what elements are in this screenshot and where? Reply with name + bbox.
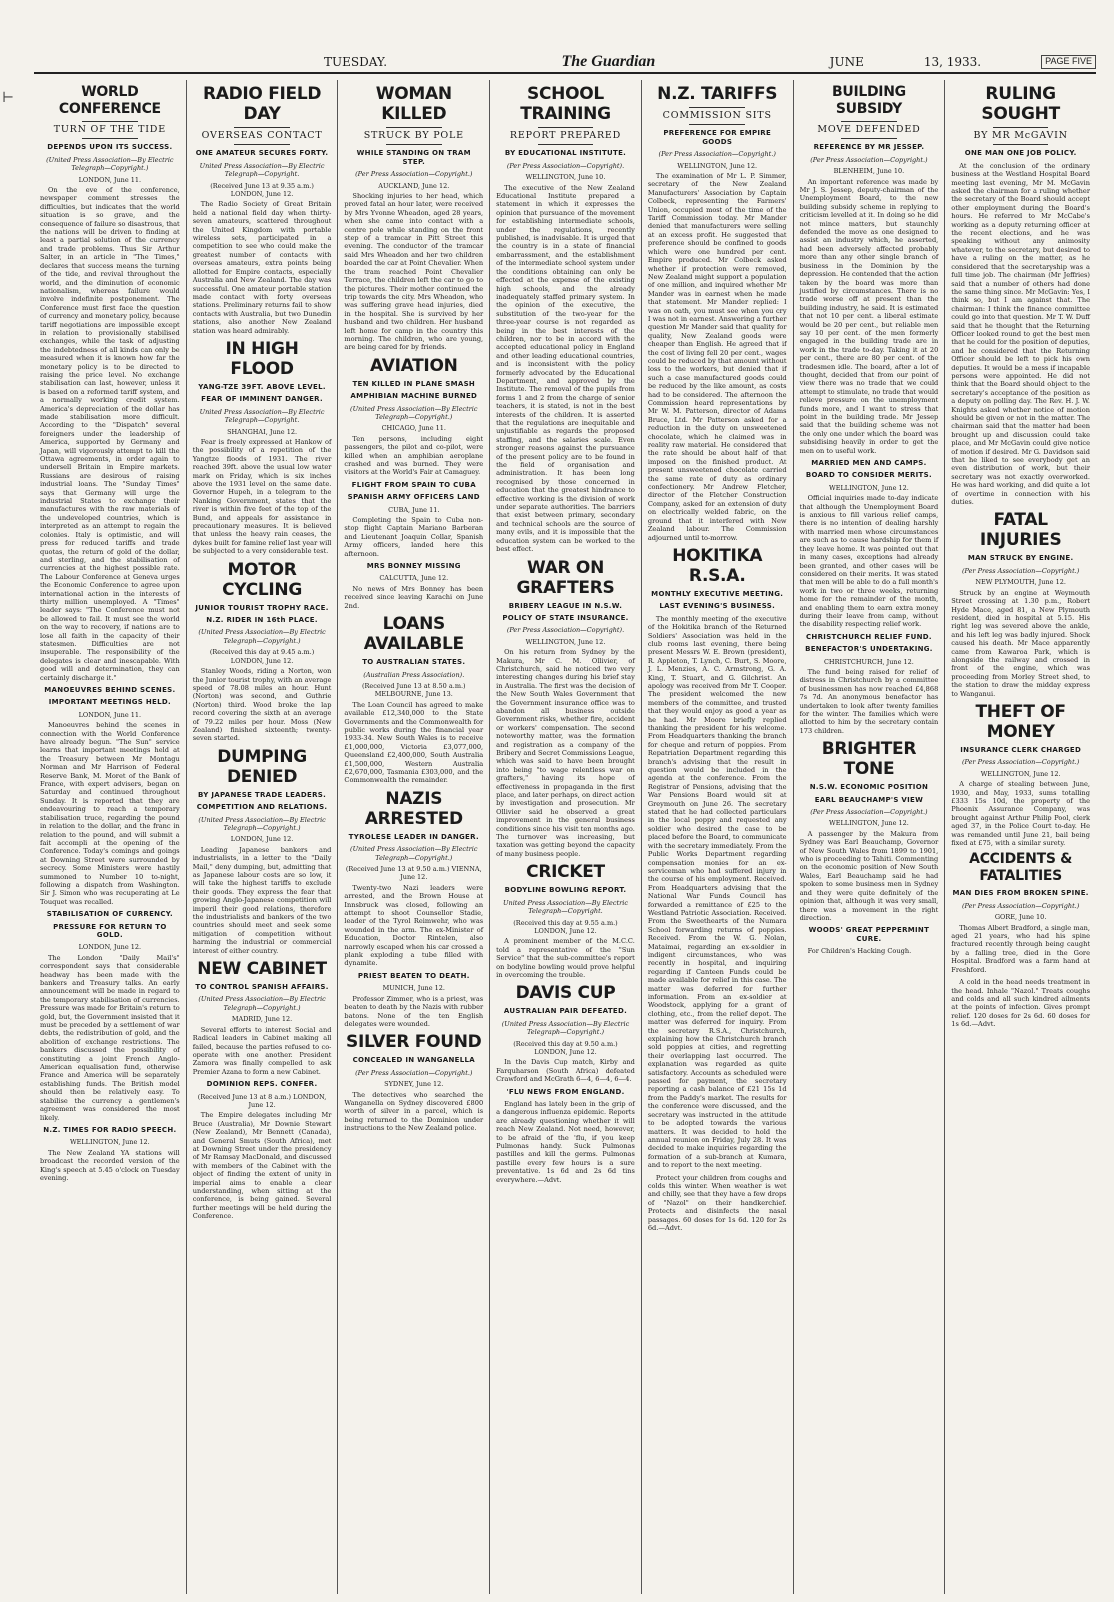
headline: SILVER FOUND xyxy=(346,1032,482,1053)
headline: WOMAN KILLED xyxy=(375,84,452,124)
deck-line: AMPHIBIAN MACHINE BURNED xyxy=(350,392,478,401)
news-article xyxy=(344,481,483,558)
article-body: The New Zealand YA stations will broadcast the recorded version of the King's speech at 5.45 o'clock on Tuesday evening. xyxy=(40,1148,180,1182)
divider-rule xyxy=(234,127,289,128)
news-article xyxy=(496,558,635,859)
news-article xyxy=(496,862,635,979)
headline: WAR ON GRAFTERS xyxy=(516,557,615,598)
deck-line: BOARD TO CONSIDER MERITS. xyxy=(805,471,932,480)
divider-rule xyxy=(386,127,441,128)
news-article xyxy=(40,84,180,682)
headline: ACCIDENTS & FATALITIES xyxy=(969,851,1073,885)
divider-rule xyxy=(993,144,1048,145)
dateline: CHRISTCHURCH, June 12. xyxy=(823,657,914,666)
news-article xyxy=(951,851,1090,974)
sub-headline: BY MR McGAVIN xyxy=(973,130,1068,141)
divider-rule xyxy=(841,138,896,139)
article-body: The detectives who searched the Wanganella on Sydney discovered £800 worth of silver in a parcel, which is being returned to the Dominion under instructions to the New Zealand police. xyxy=(344,1090,484,1133)
deck-line: TYROLESE LEADER IN DANGER. xyxy=(348,832,479,841)
press-credit: (Australian Press Association). xyxy=(363,670,465,679)
dateline: (Received June 13 at 8 a.m.) LONDON, June 12. xyxy=(197,1092,327,1109)
headline: BRIGHTER TONE xyxy=(821,739,917,780)
headline: MOTOR CYCLING xyxy=(222,559,303,600)
dateline: (Received this day at 9.55 a.m.) LONDON, June 12. xyxy=(513,918,618,935)
article-body: A charge of stealing between June, 1930, and May, 1933, sums totalling £333 15s 10d, the property of the Phoenix Assurance Company, was brought against Arthur Philip Pool, clerk aged 37, in the Police Court to-day. He was remanded until June 21, bail being fixed at £75, with a similar surety. xyxy=(951,780,1090,848)
divider-rule xyxy=(234,144,289,145)
dateline: (Received June 13 at 9.50 a.m.) VIENNA, June 12. xyxy=(345,865,482,882)
deck-line: POLICY OF STATE INSURANCE. xyxy=(502,613,629,622)
news-article xyxy=(496,1088,635,1184)
press-credit: (United Press Association—By Electric Telegraph—Copyright.) xyxy=(198,815,326,832)
deck-line: LAST EVENING'S BUSINESS. xyxy=(659,602,776,611)
deck-line: WHILE STANDING ON TRAM STEP. xyxy=(356,149,471,166)
deck-line: 'FLU NEWS FROM ENGLAND. xyxy=(506,1087,625,1096)
news-article xyxy=(800,633,939,735)
deck-line: REFERENCE BY MR JESSEP. xyxy=(813,143,925,152)
news-article xyxy=(344,789,483,968)
news-article xyxy=(193,959,332,1076)
article-body: Struck by an engine at Weymouth Street crossing at 1.30 p.m., Robert Hyde Mace, aged 81, a New Plymouth resident, died in hospital at 5.15. His right leg was severed above the ankle, and his left leg was badly injured. Shock caused his death. Mr Mace apparently came from Kawaroa Park, which is alongside the railway and crossed in front of the engine, which was proceeding from Morley Street shed, to the station to draw the midday express to Wanganui. xyxy=(951,588,1090,698)
article-body: A cold in the head needs treatment in the head. Inhale "Nazol." Treats coughs and colds and all such kindred ailments at the points of infection. Gives prompt relief. 120 doses for 2s 6d. 60 doses for 1s 6d.—Advt. xyxy=(951,978,1090,1029)
headline: NAZIS ARRESTED xyxy=(364,788,463,829)
news-column xyxy=(641,80,793,1594)
sub-headline: OVERSEAS CONTACT xyxy=(201,130,323,141)
sub-headline: STRUCK BY POLE xyxy=(363,130,464,141)
news-column xyxy=(793,80,945,1594)
article-body: Stanley Woods, riding a Norton, won the Junior tourist trophy, with an average speed of 78.08 miles an hour. Hunt (Norton) was second, and Guthrie (Norton) third. Wood broke the lap record covering the sixth at an average of 79.22 miles per hour. Moss (New Zealand) finished sixteenth; twenty-seven started. xyxy=(192,667,332,743)
news-article xyxy=(951,84,1090,506)
article-body: The Radio Society of Great Britain held a national field day when thirty-seven amateurs, scattered throughout the United Kingdom with portable wireless sets, participated in a competition to see who could make the greatest number of contacts with overseas amateurs, extra points being allotted for Empire contacts, especially Australia and New Zealand. The day was successful. One amateur portable station made contact with forty overseas stations. Preliminary returns fail to show contacts with Australia, but two Dunedin stations, also another New Zealand station was heard admirably. xyxy=(192,200,332,335)
divider-rule xyxy=(82,121,138,122)
news-article xyxy=(344,972,483,1028)
deck-line: IMPORTANT MEETINGS HELD. xyxy=(48,698,171,707)
press-credit: (United Press Association—By Electric Telegraph—Copyright.) xyxy=(198,628,326,645)
divider-rule xyxy=(689,107,744,108)
headline: RADIO FIELD DAY xyxy=(202,84,322,124)
page-number-badge: PAGE FIVE xyxy=(1041,55,1096,69)
masthead-day: TUESDAY. xyxy=(324,55,388,69)
dateline: (Received this day at 9.50 a.m.) LONDON, June 12. xyxy=(513,1039,618,1056)
masthead-title: The Guardian xyxy=(561,53,656,70)
article-body: Shocking injuries to her head, which proved fatal an hour later, were received by Mrs Yvonne Wheadon, aged 28 years, when she came into contact with a centre pole while standing on the front step of a tramcar in Pitt Street this evening. The conductor of the tramcar said Mrs Wheadon and her two children boarded the car at Point Chevalier. When the tram reached Point Chevalier Terrace, the children left the car to go to the pictures. Their mother continued the trip towards the city. Mrs Wheadon, who was suffering grave head injuries, died in the hospital. She is survived by her husband and two children. Her husband left home for camp in the country this morning. The children, who are young, are being cared for by friends. xyxy=(344,192,484,352)
deck-line: BODYLINE BOWLING REPORT. xyxy=(504,886,627,895)
news-article xyxy=(344,562,483,610)
press-credit: (United Press Association—By Electric Telegraph—Copyright.) xyxy=(198,995,326,1012)
news-article xyxy=(800,926,939,955)
article-body: Completing the Spain to Cuba non-stop flight Captain Mariano Barberan and Lieutenant Joaquin Collar, Spanish Army officers, landed here this afternoon. xyxy=(344,516,484,558)
deck-line: WOODS' GREAT PEPPERMINT CURE. xyxy=(808,926,930,943)
press-credit: (Per Press Association—Copyright). xyxy=(506,626,625,635)
dateline: (Received June 13 at 9.35 a.m.) LONDON, June 12. xyxy=(210,181,314,199)
article-body: The examination of Mr L. P. Simmer, secretary of the New Zealand Manufacturers' Association by Captain Colbeck, representing the Farmers' Union, occupied most of the time of the Tariff Commission today. Mr Mander denied that manufacturers were selling at an excess profit. He suggested that preference should be confined to goods which were one hundred per cent. Empire produced. Mr Colbeck asked whether if protection were removed, New Zealand might support a population of one million, and inquired whether Mr Mander was in earnest when he made that statement. Mr Mander replied: I was on oath, you must see when you cry I was not in earnest. Answering a further question Mr Mander said that quality for quality, New Zealand goods were cheaper than English. He agreed that if the cost of living fell 20 per cent., wages could be reduced by that amount without loss to the workers, but denied that if such a case manufactured goods could be reduced by the like amount, as costs had to be considered. The afternoon the Commission heard representations by Mr W. M. Patterson, director of Adams Bruce, Ltd. Mr Patterson asked for a reduction in the duty on unsweetened chocolate, which he claimed was in reality raw material. He considered that the rate should be about half of that imposed on the finished product. At present unsweetened chocolate carried the same rate of duty as ordinary confectionery. Mr Andrew Fletcher, director of the Fletcher Construction Company, asked for an extension of duty on electrically welded fabric, on the ground that it interfered with New Zealand labour. The Commission adjourned until to-morrow. xyxy=(647,172,787,542)
press-credit: (Per Press Association—Copyright.) xyxy=(810,155,928,164)
press-credit: (Per Press Association—Copyright.) xyxy=(961,758,1080,767)
headline: FATAL INJURIES xyxy=(979,510,1062,551)
article-body: Ten persons, including eight passengers, the pilot and co-pilot, were killed when an amphibian aeroplane crashed and was burned. They were visitors at the World's Fair at Camaguey. xyxy=(344,434,484,477)
news-article xyxy=(40,1126,180,1182)
deck-line: AUSTRALIAN PAIR DEFEATED. xyxy=(503,1007,628,1016)
press-credit: (Per Press Association—Copyright.) xyxy=(658,150,776,159)
deck-line: STABILISATION OF CURRENCY. xyxy=(46,910,173,919)
news-article xyxy=(344,614,483,785)
news-column xyxy=(489,80,641,1594)
article-body: Fear is freely expressed at Hankow of the possibility of a repetition of the Yangtze floods of 1931. The river reached 39ft. above the usual low water mark on Friday, which is six inches above the 1931 level on the same date. Governor Hupeh, in a telegram to the Nanking Government, states that the river is within five feet of the top of the Bund, and appeals for assistance in precautionary measures. It is believed that unless the heavy rain ceases, the dykes built for famine relief last year will be subjected to a very considerable test. xyxy=(192,437,332,556)
dateline: WELLINGTON, June 12. xyxy=(69,1138,150,1147)
deck-line: CHRISTCHURCH RELIEF FUND. xyxy=(806,632,932,641)
dateline: GORE, June 10. xyxy=(994,913,1047,922)
deck-line: MANOEUVRES BEHIND SCENES. xyxy=(44,686,176,694)
margin-mark: ⊢ xyxy=(2,90,15,106)
article-body: On the eve of the conference, newspaper comment stresses the difficulties, but indicates that the world situation is so grave, and the consequence of failure so disastrous, that the nations will be driven to finding at least a partial solution of the currency and trade problems. Thus Sir Arthur Salter, in an article in "The Times," declares that success means the turning of the tide, and revival throughout the world, and the diminution of economic nationalism, whereas failure would involve indefinite postponement. The Conference must first face the question of currency and monetary policy, because tariff negotiations are impossible except in relation to provisionally stabilised exchanges, while the task of adjusting the indebtedness of all kinds can only be measured when it is known how far the monetary policy is to be directed to raising the price level. No exchange stabilisation can last, however, unless it is based on a reformed tariff system, and a normally working credit system. America's depreciation of the dollar has made stabilisation more difficult. According to the "Dispatch" several foreigners under the leadership of America, supported by Germany and Japan, will vigorously attempt to kill the Ottawa agreements, in order again to undersell Britain in Empire markets. Russians are desirous of raising industrial loans. The "Sunday Times" says that Germany will urge the industrial States to exchange their manufactures with the raw materials of the undeveloped countries, which is interpreted as an attempt to regain the colonies. Italy is optimistic, and will press for reduced tariffs and trade quotas, the return of gold of the dollar, and sterling, and the stabilisation of currencies at the highest possible rate. The Labour Conference at Geneva urges the Economic Conference to agree upon international action in the interests of thirty million unemployed. A "Times" leader says: "The Conference must not be allowed to fail. It must see the world on the way to recovery, if nations are to lose all faith in the capacity of their statesmen. Difficulties are not insuperable. The responsibility of the delegates is clear and inescapable. With good will and determination, they can certainly discharge it." xyxy=(40,186,180,682)
news-article xyxy=(193,339,332,556)
deck-line: JUNIOR TOURIST TROPHY RACE. xyxy=(195,603,329,612)
headline: HOKITIKA R.S.A. xyxy=(672,545,763,586)
deck-line: N.Z. TIMES FOR RADIO SPEECH. xyxy=(43,1125,177,1134)
deck-line: TO AUSTRALIAN STATES. xyxy=(362,658,466,667)
article-body: A passenger by the Makura from Sydney was Earl Beauchamp, Governor of New South Wales from 1899 to 1901, who is proceeding to Tahiti. Commenting on the economic position of New South Wales, Earl Beauchamp said he had spoken to some business men in Sydney and they were quite definitely of the opinion that, although it was very small, there was a movement in the right direction. xyxy=(799,829,939,922)
article-body: The Loan Council has agreed to make available £12,340,000 to the State Governments and the Commonwealth for public works during the financial year 1933-34. New South Wales is to receive £1,000,000, Victoria £3,077,000, Queensland £2,400,000, South Australia £1,500,000, Western Australia £2,670,000, Tasmania £303,000, and the Commonwealth the remainder. xyxy=(344,700,484,785)
news-article xyxy=(951,702,1090,847)
article-body: Twenty-two Nazi leaders were arrested, and the Brown House at Innsbruck was closed, following an attempt to shoot Counsellor Stadie, leader of the Tyrol Reimwehr, who was wounded in the arm. The ex-Minister of Education, Doctor Rintelen, also narrowly escaped when his car crossed a plank exploding a tube filled with dynamite. xyxy=(344,883,484,968)
news-article xyxy=(800,739,939,922)
press-credit: (Per Press Association—Copyright.) xyxy=(961,566,1080,575)
divider-rule xyxy=(82,138,138,139)
dateline: LONDON, June 12. xyxy=(230,835,294,844)
dateline: WELLINGTON, June 12. xyxy=(677,161,758,170)
press-credit: (Per Press Association—Copyright.) xyxy=(355,1068,473,1077)
deck-line: MONTHLY EXECUTIVE MEETING. xyxy=(651,589,784,598)
deck-line: SPANISH ARMY OFFICERS LAND xyxy=(347,493,480,502)
dateline: WELLINGTON, June 12. xyxy=(829,819,909,828)
press-credit: United Press Association—By Electric Telegraph—Copyright. xyxy=(199,161,325,179)
dateline: LONDON, June 11. xyxy=(78,175,142,184)
masthead-right xyxy=(830,55,1096,69)
article-body: On his return from Sydney by the Makura, Mr C. M. Ollivier, of Christchurch, said he noticed two very interesting changes during his brief stay in Australia. The first was the decision of the New South Wales Government that the Government insurance office was to abandon all business outside Government risks, whether fire, accident or workers' compensation. The second noteworthy matter, was the formation and registration as a company of the Bribery and Secret Commissions League, which was said to have been brought into being "to wage relentless war on grafters," having its hope of effectiveness in propaganda in the first place, and later perhaps, on direct action by investigation and prosecution. Mr Ollivier said he observed a great improvement in the general business conditions since his visit ten months ago. The turnover was increasing, but taxation was getting beyond the capacity of many business people. xyxy=(496,648,635,858)
dateline: (Received June 13 at 8.50 a.m.) MELBOURNE, June 13. xyxy=(361,681,466,699)
divider-rule xyxy=(689,124,744,125)
press-credit: (United Press Association—By Electric Telegraph—Copyright.) xyxy=(501,1019,630,1037)
headline: IN HIGH FLOOD xyxy=(225,338,299,379)
press-credit: United Press Association—By Electric Telegraph—Copyright. xyxy=(199,407,325,425)
dateline: SYDNEY, June 12. xyxy=(384,1080,444,1089)
deck-line: MAN DIES FROM BROKEN SPINE. xyxy=(952,889,1089,898)
press-credit: (United Press Association—By Electric Telegraph—Copyright.) xyxy=(350,845,478,862)
sub-headline: REPORT PREPARED xyxy=(509,130,622,141)
news-columns xyxy=(34,80,1096,1594)
news-article xyxy=(193,84,332,335)
deck-line: INSURANCE CLERK CHARGED xyxy=(960,745,1082,754)
news-article xyxy=(40,910,180,1122)
headline: SCHOOL TRAINING xyxy=(520,84,611,124)
news-column xyxy=(186,80,338,1594)
deck-line: EARL BEAUCHAMP'S VIEW xyxy=(814,795,924,804)
deck-line: YANG-TZE 39FT. ABOVE LEVEL. xyxy=(198,382,326,391)
dateline: MUNICH, June 12. xyxy=(382,984,445,993)
article-body: Thomas Albert Bradford, a single man, aged 21 years, who had his spine fractured recently through being caught by a falling tree, died in the Gore Hospital. Bradford was a farm hand at Freshford. xyxy=(951,923,1090,974)
headline: AVIATION xyxy=(370,355,458,376)
deck-line: BY EDUCATIONAL INSTITUTE. xyxy=(504,149,627,158)
press-credit: (United Press Association—By Electric Telegraph—Copyright.) xyxy=(46,155,174,173)
press-credit: (United Press Association—By Electric Telegraph—Copyright.) xyxy=(350,404,478,421)
divider-rule xyxy=(993,127,1048,128)
headline: WORLD CONFERENCE xyxy=(58,84,161,117)
article-body: A prominent member of the M.C.C. told a representative of the "Sun Service" that the sub-committee's report on bodyline bowling would prove helpful in overcoming the trouble. xyxy=(496,937,635,979)
dateline: MADRID, June 12. xyxy=(231,1015,293,1024)
deck-line: CONCEALED IN WANGANELLA xyxy=(352,1056,475,1065)
headline: CRICKET xyxy=(526,862,605,883)
deck-line: N.S.W. ECONOMIC POSITION xyxy=(809,783,929,792)
news-article xyxy=(193,1080,332,1221)
dateline: CUBA, June 11. xyxy=(388,505,440,514)
masthead-date: 13, 1933. xyxy=(923,55,982,69)
headline: THEFT OF MONEY xyxy=(975,701,1066,742)
dateline: BLENHEIM, June 10. xyxy=(833,167,905,176)
sub-headline: MOVE DEFENDED xyxy=(817,124,921,135)
deck-line: N.Z. RIDER IN 16th PLACE. xyxy=(206,616,318,625)
news-article xyxy=(951,510,1090,698)
article-body: England has lately been in the grip of a dangerous influenza epidemic. Reports are already questioning whether it will reach New Zealand. Not need, however, to be afraid of the 'flu, if you keep Pulmonas handy. Suck Pulmonas pastilles and kill the germs. Pulmonas pastille every few hours is a sure preventative. 1s 6d and 2s 6d tins everywhere.—Advt. xyxy=(496,1100,635,1184)
deck-line: DEPENDS UPON ITS SUCCESS. xyxy=(47,143,173,152)
deck-line: TO CONTROL SPANISH AFFAIRS. xyxy=(195,983,329,992)
deck-line: BY JAPANESE TRADE LEADERS. xyxy=(198,790,327,799)
news-article xyxy=(344,356,483,477)
article-body: For Children's Hacking Cough. xyxy=(807,947,912,956)
news-article xyxy=(40,686,180,906)
deck-line: PRESSURE FOR RETURN TO GOLD. xyxy=(53,922,167,939)
deck-line: BENEFACTOR'S UNDERTAKING. xyxy=(805,645,933,654)
article-body: The executive of the New Zealand Educational Institute prepared a statement in which it expresses the opinion that pursuance of the movement for establishing intermediate schools, under the regulations, recently published, is inadvisable. It is urged that the country is in a state of financial embarrassment, and the establishment of the intermediate school system under the conditions obtaining can only be effected at the expense of the existing high schools, and the already inadequately staffed primary system. In the opinion of the executive, the substitution of the two-year for the three-year course is not regarded as being in the best interests of the children, nor to be in accord with the accepted educational policy in England and other leading educational countries, and is inconsistent with the policy formerly advocated by the Educational Department, and approved by the Institute. The removal of the pupils from forms 1 and 2 from the charge of senior teachers, it is stated, is not in the best interests of the children. It is asserted that the regulations are inequitable and unjustifiable as regards the proposed staffing, and the salaries scale. Even stronger reasons against the pursuance of the present policy are to be found in the field of organisation and administration. It has been long recognised by those concerned in education that the greatest hindrance to effective working is the division of work under separate authorities. The barriers that exist between primary, secondary and technical schools are the source of many evils, and it is impossible that the education system can be worked to the best effect. xyxy=(496,183,635,554)
divider-rule xyxy=(538,127,593,128)
deck-line: FEAR OF IMMINENT DANGER. xyxy=(201,395,323,404)
divider-rule xyxy=(841,121,896,122)
article-body: The Empire delegates including Mr Bruce (Australia), Mr Downie Stewart (New Zealand), Mr Bennett (Canada), and General Smuts (South Africa), met at Downing Street under the presidency of Mr Ramsay MacDonald, and discussed with members of the Cabinet with the object of finding the extent of unity in imperial aims to enable a clear understanding, when sitting at the conference, is being gained. Several further meetings will be held during the Conference. xyxy=(192,1111,332,1221)
article-body: At the conclusion of the ordinary business at the Westland Hospital Board meeting last evening, Mr M. McGavin asked the chairman for a ruling whether the secretary of the Board should accept other employment during the Board's hours. He referred to Mr McCabe's working as a deputy returning officer at the recent elections, and he was speaking without any animosity whatever, to the secretary, but desired to have a ruling on the matter, as he considered that the secretaryship was a full time job. The chairman (Mr Jeffries) said that a number of others had done the same thing since. Mr McGavin: Yes, I think so, but I am against that. The chairman: I think the finance committee could go into that question. Mr T. W. Duff said that he thought that the Returning Officer looked round to get the best men that he could for the position of deputies, and he considered that the Returning Officer should be left to pick his own deputies. It would be a mess if incapable persons were appointed. He did not think that the Board should object to the secretary's acceptance of the position as a deputy on polling day. The Rev. H. J. W. Knights asked whether notice of motion should be given or not in the matter. The chairman said that the matter had been brought up and discussion could take place, and Mr McGavin could give notice of motion if desired. Mr G. Davidson said that he liked to see everybody get an even distribution of work, but their secretary was not exactly overworked. He was hard working, and did quite a lot of overtime in connection with his duties. xyxy=(951,161,1090,507)
headline: DAVIS CUP xyxy=(515,983,616,1004)
deck-line: FLIGHT FROM SPAIN TO CUBA xyxy=(351,480,476,489)
article-body: Professor Zimmer, who is a priest, was beaten to death by the Nazis with rubber batons. None of the ten English delegates were wounded. xyxy=(344,994,484,1028)
dateline: WELLINGTON, June 12. xyxy=(829,483,909,492)
headline: LOANS AVAILABLE xyxy=(363,614,464,655)
deck-line: PREFERENCE FOR EMPIRE GOODS xyxy=(663,129,772,146)
deck-line: ONE MAN ONE JOB POLICY. xyxy=(964,149,1077,158)
article-body: Official inquiries made to-day indicate that although the Unemployment Board is anxious to fill various relief camps, there is no intention of dealing harshly with married men whose circumstances are such as to cause hardship for them if they leave home. It was pointed out that in many cases, exceptions had already been granted, and other cases will be considered on their merits. It was stated that men will be able to do a full month's work in two or three weeks, returning home for the remainder of the month, and enabling them to earn extra money during their leave from camp, without the disability respecting relief work. xyxy=(799,494,939,629)
dateline: NEW PLYMOUTH, June 12. xyxy=(975,578,1066,587)
news-article xyxy=(344,1032,483,1132)
headline: NEW CABINET xyxy=(197,959,327,980)
deck-line: MAN STRUCK BY ENGINE. xyxy=(967,554,1074,563)
news-article xyxy=(800,84,939,455)
news-article xyxy=(648,84,787,542)
press-credit: (Per Press Association—Copyright.) xyxy=(355,170,473,179)
dateline: WELLINGTON, June 12. xyxy=(525,637,606,646)
deck-line: ONE AMATEUR SECURES FORTY. xyxy=(195,149,329,158)
divider-rule xyxy=(386,144,441,145)
sub-headline: TURN OF THE TIDE xyxy=(53,124,166,135)
dateline: SHANGHAI, June 12. xyxy=(227,427,298,436)
dateline: CHICAGO, June 11. xyxy=(381,424,446,433)
news-article xyxy=(496,983,635,1083)
headline: DUMPING DENIED xyxy=(217,746,307,787)
news-column xyxy=(34,80,186,1594)
press-credit: (Per Press Association—Copyright.) xyxy=(961,901,1080,910)
headline: RULING SOUGHT xyxy=(981,84,1060,124)
article-body: No news of Mrs Bonney has been received since leaving Karachi on June 2nd. xyxy=(344,584,484,610)
masthead-month: JUNE xyxy=(829,55,864,69)
news-article xyxy=(193,560,332,743)
news-article xyxy=(800,459,939,629)
dateline: WELLINGTON, June 10. xyxy=(525,173,606,182)
headline: N.Z. TARIFFS xyxy=(657,84,778,104)
deck-line: PRIEST BEATEN TO DEATH. xyxy=(357,971,470,980)
deck-line: MARRIED MEN AND CAMPS. xyxy=(811,459,927,468)
article-body: Several efforts to interest Social and Radical leaders in Cabinet making all failed, because the parties refused to co-operate with one another. President Zamora was finally compelled to ask Premier Azana to form a new Cabinet. xyxy=(192,1025,332,1076)
dateline: (Received this day at 9.45 a.m.) LONDON, June 12. xyxy=(209,648,315,665)
sub-headline: COMMISSION SITS xyxy=(662,110,772,121)
article-body: The fund being raised for relief of distress in Christchurch by a committee of businessmen has now reached £4,868 7s 7d. An anonymous benefactor has undertaken to look after twenty families for the winter. The families which were allotted to him by the secretary contain 173 children. xyxy=(799,667,939,735)
news-article xyxy=(344,84,483,352)
deck-line: DOMINION REPS. CONFER. xyxy=(206,1080,318,1089)
article-body: The London "Daily Mail's" correspondent says that considerable headway has been made with the bankers and Treasury talks. An early announcement will be made in regard to the temporary stabilisation of currencies. Pressure was made for Britain's return to gold, but, the Government insisted that it must be preceded by a settlement of war debts, the redistribution of gold, and the abolition of exchange restrictions. The bankers discussed the possibility of constituting a joint French Anglo-American equalisation fund, otherwise France and America will be separately establishing funds. The British model should then be relatively easy. To stabilise the currency a gentlemen's agreement was considered the most likely. xyxy=(40,953,180,1122)
article-body: Protect your children from coughs and colds this winter. When weather is wet and chilly, see that they have a few drops of "Nazol" on their handkerchief. Protects and disinfects the nasal passages. 60 doses for 1s 6d. 120 for 2s 6d.—Advt. xyxy=(647,1173,787,1232)
deck-line: COMPETITION AND RELATIONS. xyxy=(196,803,328,812)
article-body: In the Davis Cup match, Kirby and Farquharson (South Africa) defeated Crawford and McGrath 6—4, 6—4, 6—4. xyxy=(496,1058,635,1084)
dateline: CALCUTTA, June 12. xyxy=(379,574,449,583)
article-body: The monthly meeting of the executive of the Hokitika branch of the Returned Soldiers' Association was held in the club rooms last evening, there being present Messrs W. E. Brown (president), R. Appleton, T. Lynch, C. Burt, S. Moore, J. L. Menzies, A. C. Armstrong, G. A. King, T. Stuart, and G. Gilchrist. An apology was received from Mr T. Cooper. The president welcomed the new members of the committee, and trusted that they would enjoy as good a year as he had. Mr Moore briefly replied thanking the president for his welcome. From Headquarters thanking the branch for cheque and return of poppies. From Repatriation Department regarding this branch's advising that the result in question would be included in the agenda at the conference. From the Registrar of Pensions, advising that the War Pensions Board would sit at Greymouth on June 26. The secretary stated that he had collected particulars in the local poppy and requested any soldier who desired the case to be placed before the Board, to communicate with the secretary immediately. From the Public Works Department regarding compensation monies for an ex-serviceman who had suffered injury in the course of his employment. Received. From Headquarters advising that the National War Funds Council has forwarded a remittance of £25 to the Westland Patriotic Association. Received. From the Sweethearts of the Numara School forwarding returns of poppies. Received. From the W. G. Nolan, Mataimai, regarding an ex-soldier in indigent circumstances, who was recently in hospital, and inquiring regarding if Canteen Funds could be made available for relief in this case. The matter was deferred for further information. From an ex-soldier at Woodstock, applying for a grant of clothing, etc., from the relief depot. The matter was deferred for inquiry. From the secretary R.S.A., Christchurch, explaining how the Christchurch branch sold poppies at cities, and regretting their overlapping last occurred. The explanation was regarded as quite satisfactory. Accounts as scheduled were passed for payment, the secretary reporting a cash balance of £21 15s 1d from the Paddy's market. The results for the conference were discussed, and the secretary was instructed in the attitude to be adopted towards the various matters. It was decided to hold the annual reunion on Friday, July 28. It was decided to make inquiries regarding the formation of a sub-branch at Kumara, and to report to the next meeting. xyxy=(647,614,787,1170)
deck-line: BRIBERY LEAGUE IN N.S.W. xyxy=(508,601,623,610)
article-body: An important reference was made by Mr J. S. Jessep, deputy-chairman of the Unemployment Board, to the new building subsidy scheme in replying to criticism levelled at it. In doing so he did not mince matters, but staunchly defended the move as one designed to assist an industry which, he asserted, had been adversely affected probably more than any other single branch of business in the Dominion by the depression. He contended that the action taken by the board was more than justified by circumstances. There is no trade worse off at present than the building industry, he said. It is estimated that not 10 per cent. a liberal estimate would be 20 per cent., but reliable men say 10 per cent. of the men formerly engaged in the building trade are in work in the trade to-day. Taking it at 20 per cent., there are 80 per cent. of the tradesmen idle. The board, after a lot of thought, decided that from our point of view there was no trade that we could attempt to stimulate, no trade that would relieve pressure on the unemployment funds more, and I want to stress that point in the building trade. Mr Jessep said that the building scheme was not the only one under which the board was subsidising heavily in order to get the men on to useful work. xyxy=(799,177,939,455)
press-credit: (Per Press Association—Copyright.) xyxy=(810,808,928,817)
news-article xyxy=(648,546,787,1170)
divider-rule xyxy=(538,144,593,145)
article-body: Manoeuvres behind the scenes in connection with the World Conference have already begun. "The Sun" service learns that important meetings held at the Treasury between Mr Montagu Norman and Mr Harrison of Federal Reserve Bank, M. Moret of the Bank of France, with expert advisers, began on Saturday and continued throughout Sunday. It is reported that they are endeavouring to reach a temporary stabilisation truce, regarding the pound in relation to the dollar, and the franc in relation to the pound, and will submit a fait accompli at the opening of the Conference. Today's comings and goings at Downing Street were surrounded by secrecy. Some Ministers were hastily summoned to Number 10 to-night, following a dispatch from Washington. Sir J. Simon who was recuperating at Le Touquet was recalled. xyxy=(40,721,180,906)
article-body: Leading Japanese bankers and industrialists, in a letter to the "Daily Mail," deny dumping, but, admitting that as Japanese labour costs are so low, it will take the highest tariffs to exclude their goods. They express the fear that growing Anglo-Japanese competition will imperil their good relations, therefore the industrialists and bankers of the two countries should meet and seek some mitigation of competition without harming the industrial or commercial interest of either country. xyxy=(192,845,332,955)
press-credit: United Press Association—By Electric Telegraph—Copyright. xyxy=(503,898,628,916)
dateline: LONDON, June 11. xyxy=(78,710,142,719)
news-article xyxy=(496,84,635,554)
dateline: LONDON, June 12. xyxy=(78,943,142,952)
news-column xyxy=(944,80,1096,1594)
press-credit: (Per Press Association—Copyright). xyxy=(506,161,625,170)
deck-line: MRS BONNEY MISSING xyxy=(366,562,461,571)
dateline: WELLINGTON, June 12. xyxy=(980,769,1061,778)
deck-line: TEN KILLED IN PLANE SMASH xyxy=(352,379,476,388)
dateline: AUCKLAND, June 12. xyxy=(378,181,450,190)
news-article xyxy=(193,747,332,955)
masthead xyxy=(34,52,1096,74)
news-article xyxy=(648,1174,787,1233)
news-article xyxy=(951,978,1090,1028)
headline: BUILDING SUBSIDY xyxy=(832,84,906,117)
news-column xyxy=(337,80,489,1594)
